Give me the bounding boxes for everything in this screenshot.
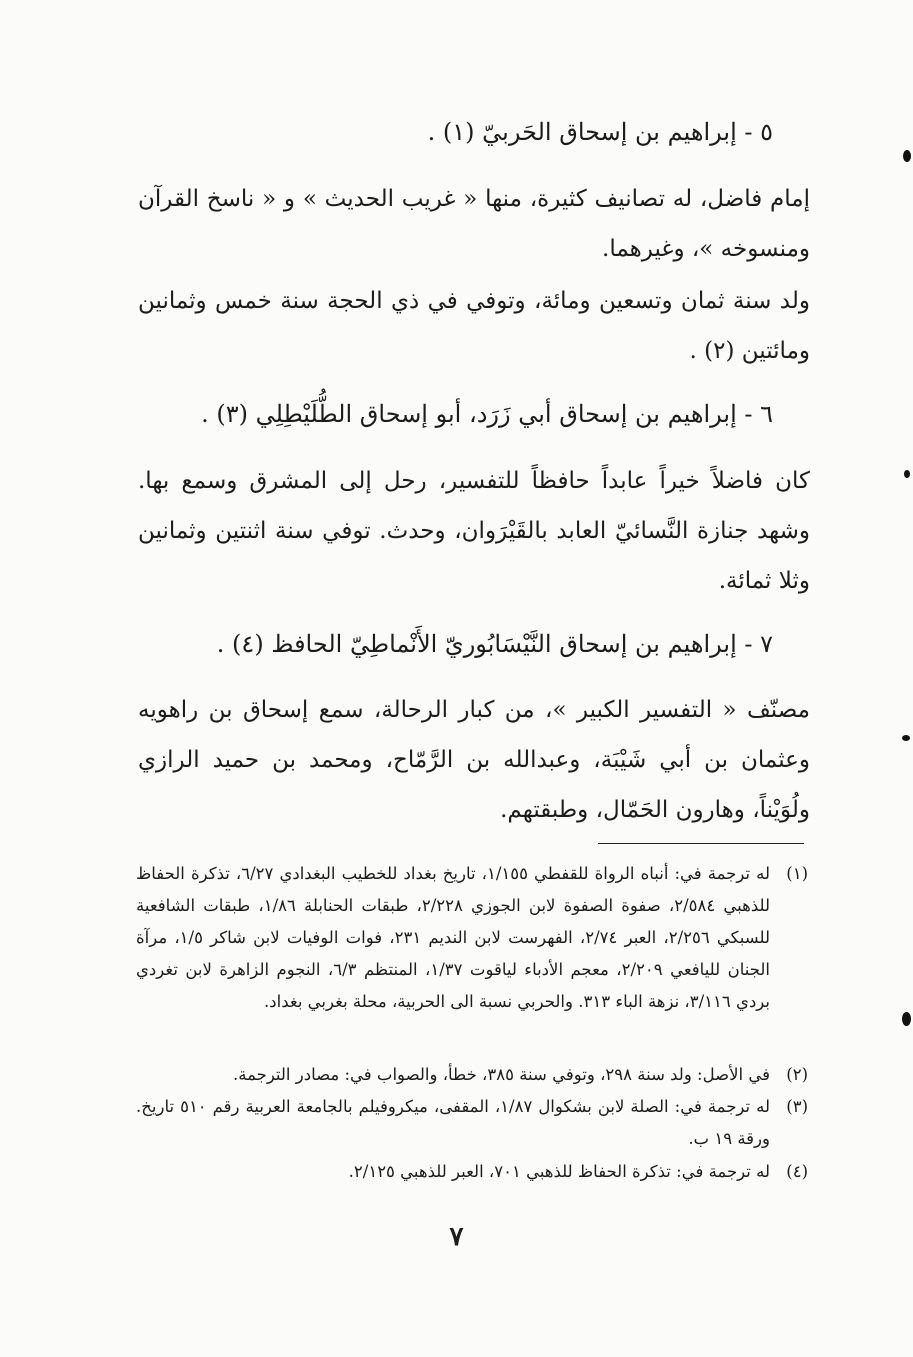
entry-heading-5: ٥ - إبراهيم بن إسحاق الحَربيّ (١) . xyxy=(427,118,773,146)
page-number: ٧ xyxy=(449,1222,464,1252)
footnote-number: (١) xyxy=(786,864,808,883)
scan-mark xyxy=(904,470,910,478)
footnote-number: (٢) xyxy=(786,1065,808,1084)
entry-heading-6: ٦ - إبراهيم بن إسحاق أبي زَرَد، أبو إسحاق الطُّلَيْطِلِي (٣) . xyxy=(201,400,773,428)
footnote-1 xyxy=(136,858,806,1018)
footnote-number: (٤) xyxy=(786,1162,808,1181)
entry-6-paragraph-1: كان فاضلاً خيراً عابداً حافظاً للتفسير، رحل إلى المشرق وسمع بها. وشهد جنازة النَّسائيّ العابد بالقَيْرَوان، وحدث. توفي سنة اثنتين وثمانين وثلا ثمائة. xyxy=(138,468,810,594)
entry-7-paragraph-1: مصنّف « التفسير الكبير »، من كبار الرحالة، سمع إسحاق بن راهويه وعثمان بن أبي شَيْبَة، وعبدالله بن الرَّمّاح، ومحمد بن حميد الرازي ولُوَيْناً، وهارون الحَمّال، وطبقتهم. xyxy=(138,697,810,823)
footnote-3 xyxy=(136,1091,806,1155)
scan-mark xyxy=(903,150,911,162)
entry-heading-7: ٧ - إبراهيم بن إسحاق النَّيْسَابُوريّ الأَنْماطِيّ الحافظ (٤) . xyxy=(216,630,773,658)
footnote-text: له ترجمة في: أنباه الرواة للقفطي ١/١٥٥، تاريخ بغداد للخطيب البغدادي ٦/٢٧، تذكرة الحفاظ للذهبي ٢/٥٨٤، صفوة الصفوة لابن الجوزي ٢/٢٢٨، طبقات الحنابلة ١/٨٦، طبقات الشافعية للسبكي ٢/٢٥٦، العبر ٢/٧٤، الفهرست لابن النديم ٢٣١، فوات الوفيات لابن شاكر ١/٥، مرآة الجنان لليافعي ٢/٢٠٩، معجم الأدباء لياقوت ١/٣٧، المنتظم ٦/٣، النجوم الزاهرة لابن تغردي بردي ٣/١١٦، نزهة الباء ٣١٣. والحربي نسبة الى الحربية، محلة بغربي بغداد. xyxy=(136,864,770,1011)
footnote-4 xyxy=(136,1156,806,1188)
scan-mark xyxy=(902,735,910,741)
footnote-text: له ترجمة في: الصلة لابن بشكوال ١/٨٧، المقفى، ميكروفيلم بالجامعة العربية رقم ٥١٠ تاريخ. ورقة ١٩ ب. xyxy=(136,1097,770,1148)
entry-5-paragraph-1: إمام فاضل، له تصانيف كثيرة، منها « غريب الحديث » و « ناسخ القرآن ومنسوخه »، وغيرهما. xyxy=(138,186,810,262)
footnote-2 xyxy=(136,1059,806,1091)
footnote-number: (٣) xyxy=(786,1097,808,1116)
entry-5-paragraph-2: ولد سنة ثمان وتسعين ومائة، وتوفي في ذي الحجة سنة خمس وثمانين ومائتين (٢) . xyxy=(138,288,810,364)
footnote-separator xyxy=(598,843,804,844)
scan-mark xyxy=(902,1012,911,1026)
footnote-text: له ترجمة في: تذكرة الحفاظ للذهبي ٧٠١، العبر للذهبي ٢/١٢٥. xyxy=(348,1162,770,1181)
footnote-text: في الأصل: ولد سنة ٢٩٨، وتوفي سنة ٣٨٥، خطأ، والصواب في: مصادر الترجمة. xyxy=(232,1065,770,1084)
